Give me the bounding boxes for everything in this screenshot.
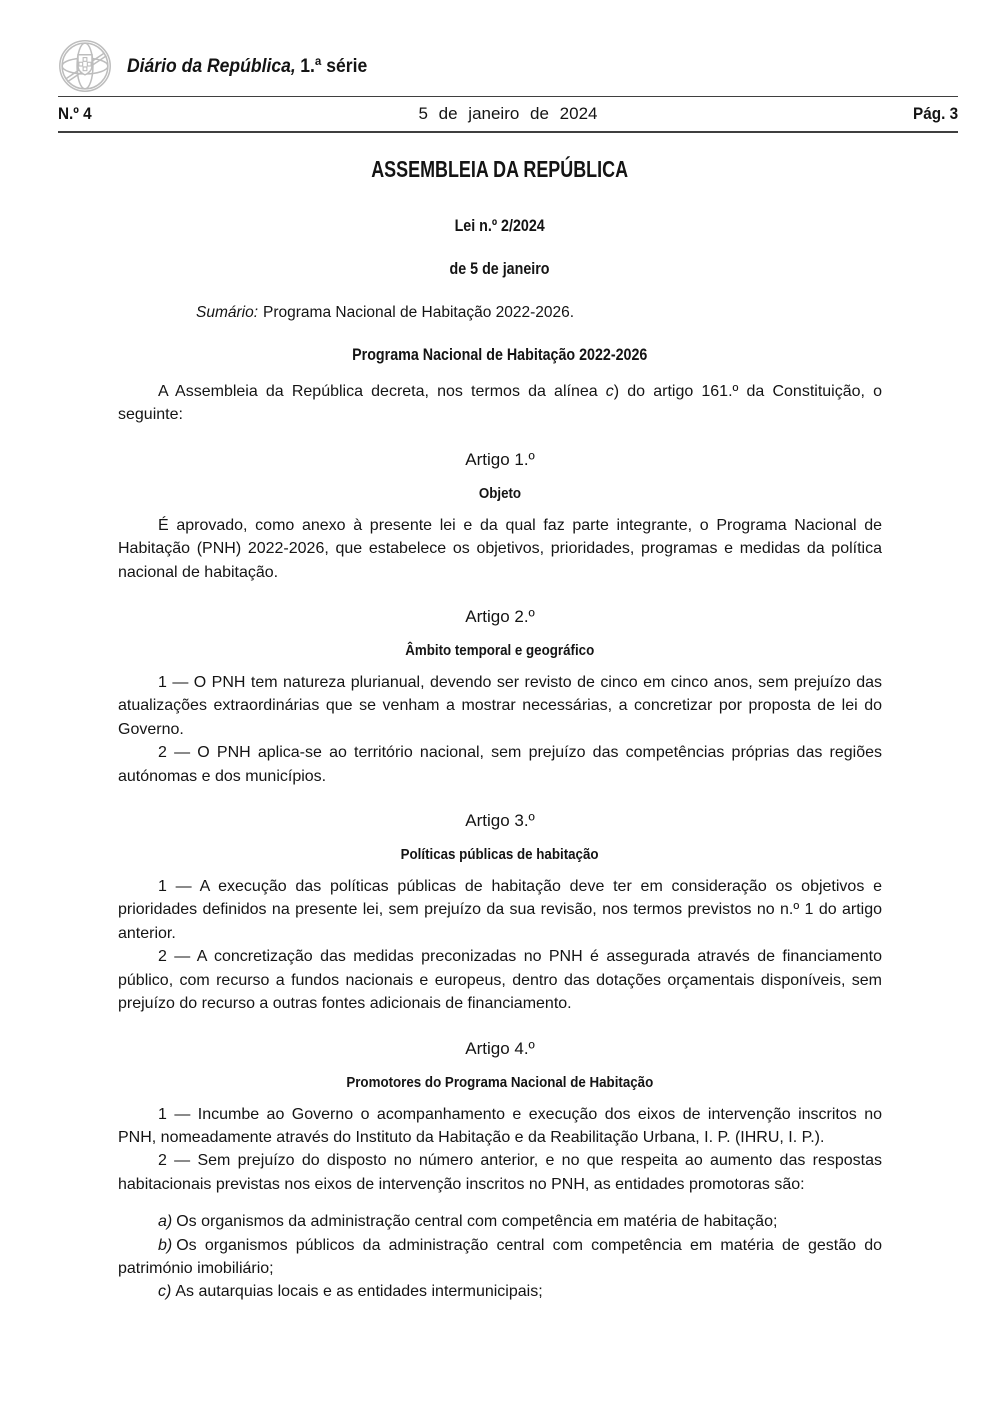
paragraph: É aprovado, como anexo à presente lei e da qual faz parte integrante, o Programa Nacional de Habitação (PNH) 2022-2026, que estabelece os objetivos, prioridades, programas e medidas da política nacional de habitação. — [118, 516, 882, 581]
summary-label: Sumário: — [196, 304, 259, 321]
preamble-post: ) do artigo 161.º da Constituição, o seguinte: — [118, 383, 883, 424]
journal-title-text: Diário da República, — [127, 54, 296, 77]
article-1-number-text: Artigo 1.º — [465, 449, 535, 469]
article-4-heading — [118, 1074, 882, 1093]
article-3-number-text: Artigo 3.º — [465, 811, 535, 831]
article-3-heading-text: Políticas públicas de habitação — [401, 847, 599, 864]
paragraph: 1 — O PNH tem natureza plurianual, devendo ser revisto de cinco em cinco anos, sem prejuízo das atualizações extraordinárias que se venham a mostrar necessárias, a concretizar por proposta de lei do Governo. — [118, 674, 882, 738]
article-3-body — [118, 875, 882, 1015]
masthead — [0, 0, 1000, 96]
list-item — [118, 1210, 882, 1233]
paragraph: 2 — O PNH aplica-se ao território nacional, sem prejuízo das competências próprias das regiões autónomas e dos municípios. — [118, 744, 882, 785]
paragraph: 1 — A execução das políticas públicas de habitação deve ter em consideração os objetivos e prioridades definidos na presente lei, sem prejuízo da sua revisão, nos termos previstos no n.º 1 do artigo anterior. — [118, 878, 882, 942]
document-title-text: Programa Nacional de Habitação 2022-2026 — [352, 345, 648, 364]
paragraph: 1 — Incumbe ao Governo o acompanhamento e execução dos eixos de intervenção inscritos no PNH, nomeadamente através do Instituto da Habitação e da Reabilitação Urbana, I. P. (IHRU, I. P.). — [118, 1105, 882, 1146]
document-title — [118, 344, 882, 366]
document-body — [118, 157, 882, 1304]
article-1-heading-text: Objeto — [478, 485, 522, 502]
list-item-letter: c) — [158, 1283, 172, 1301]
article-3-heading — [118, 846, 882, 865]
issue-number — [58, 104, 283, 124]
portugal-coat-of-arms-icon — [57, 38, 113, 94]
article-4-number-text: Artigo 4.º — [465, 1038, 535, 1058]
article-2-heading-text: Âmbito temporal e geográfico — [405, 643, 595, 660]
preamble-pre: A Assembleia da República decreta, nos termos da alínea — [158, 383, 606, 400]
law-date-text: de 5 de janeiro — [449, 259, 550, 278]
article-2-number-text: Artigo 2.º — [465, 607, 535, 627]
list-item — [118, 1280, 882, 1303]
preamble-italic-letter: c — [605, 383, 614, 400]
law-number — [118, 215, 882, 237]
institution-title-text: ASSEMBLEIA DA REPÚBLICA — [371, 156, 629, 182]
issue-number-text: N.º 4 — [58, 104, 92, 123]
page-number — [733, 104, 958, 124]
preamble-paragraph — [118, 380, 882, 427]
article-2-number — [118, 606, 882, 628]
article-1-body — [118, 514, 882, 584]
list-item-text: As autarquias locais e as entidades intermunicipais; — [175, 1283, 543, 1301]
article-2-heading — [118, 642, 882, 661]
article-1-heading — [118, 485, 882, 504]
article-1-number — [118, 449, 882, 471]
journal-title — [127, 55, 367, 78]
law-number-text: Lei n.º 2/2024 — [454, 216, 546, 235]
list-item — [118, 1234, 882, 1281]
article-4-body — [118, 1103, 882, 1197]
publication-date: 5 de janeiro de 2024 — [418, 104, 598, 123]
paragraph: 2 — Sem prejuízo do disposto no número anterior, e no que respeita ao aumento das respostas habitacionais previstas nos eixos de intervenção inscritos no PNH, as entidades promotoras são: — [118, 1152, 882, 1193]
header-bar — [58, 97, 958, 131]
article-2 — [118, 606, 882, 788]
summary-text: Programa Nacional de Habitação 2022-2026. — [263, 304, 575, 321]
article-1 — [118, 449, 882, 584]
article-4-list — [118, 1210, 882, 1304]
page-number-text: Pág. 3 — [912, 104, 958, 123]
journal-series: 1.ª série — [300, 54, 368, 77]
article-4 — [118, 1038, 882, 1304]
list-item-letter: a) — [158, 1213, 173, 1231]
article-4-heading-text: Promotores do Programa Nacional de Habitação — [346, 1074, 654, 1091]
list-item-text: Os organismos da administração central com competência em matéria de habitação; — [176, 1213, 778, 1231]
paragraph: 2 — A concretização das medidas preconizadas no PNH é assegurada através de financiamento público, com recurso a fundos nacionais e europeus, dentro das dotações orçamentais disponíveis, sem prejuízo do recurso a outras fontes adicionais de financiamento. — [118, 948, 882, 1013]
article-2-body — [118, 671, 882, 788]
institution-title — [118, 157, 882, 181]
article-4-number — [118, 1038, 882, 1060]
law-date — [118, 258, 882, 280]
list-item-text: Os organismos públicos da administração central com competência em matéria de gestão do património imobiliário; — [118, 1236, 882, 1277]
summary-line — [196, 303, 882, 323]
header-rule-bottom — [58, 131, 958, 133]
list-item-letter: b) — [158, 1236, 173, 1254]
article-3 — [118, 810, 882, 1015]
article-3-number — [118, 810, 882, 832]
